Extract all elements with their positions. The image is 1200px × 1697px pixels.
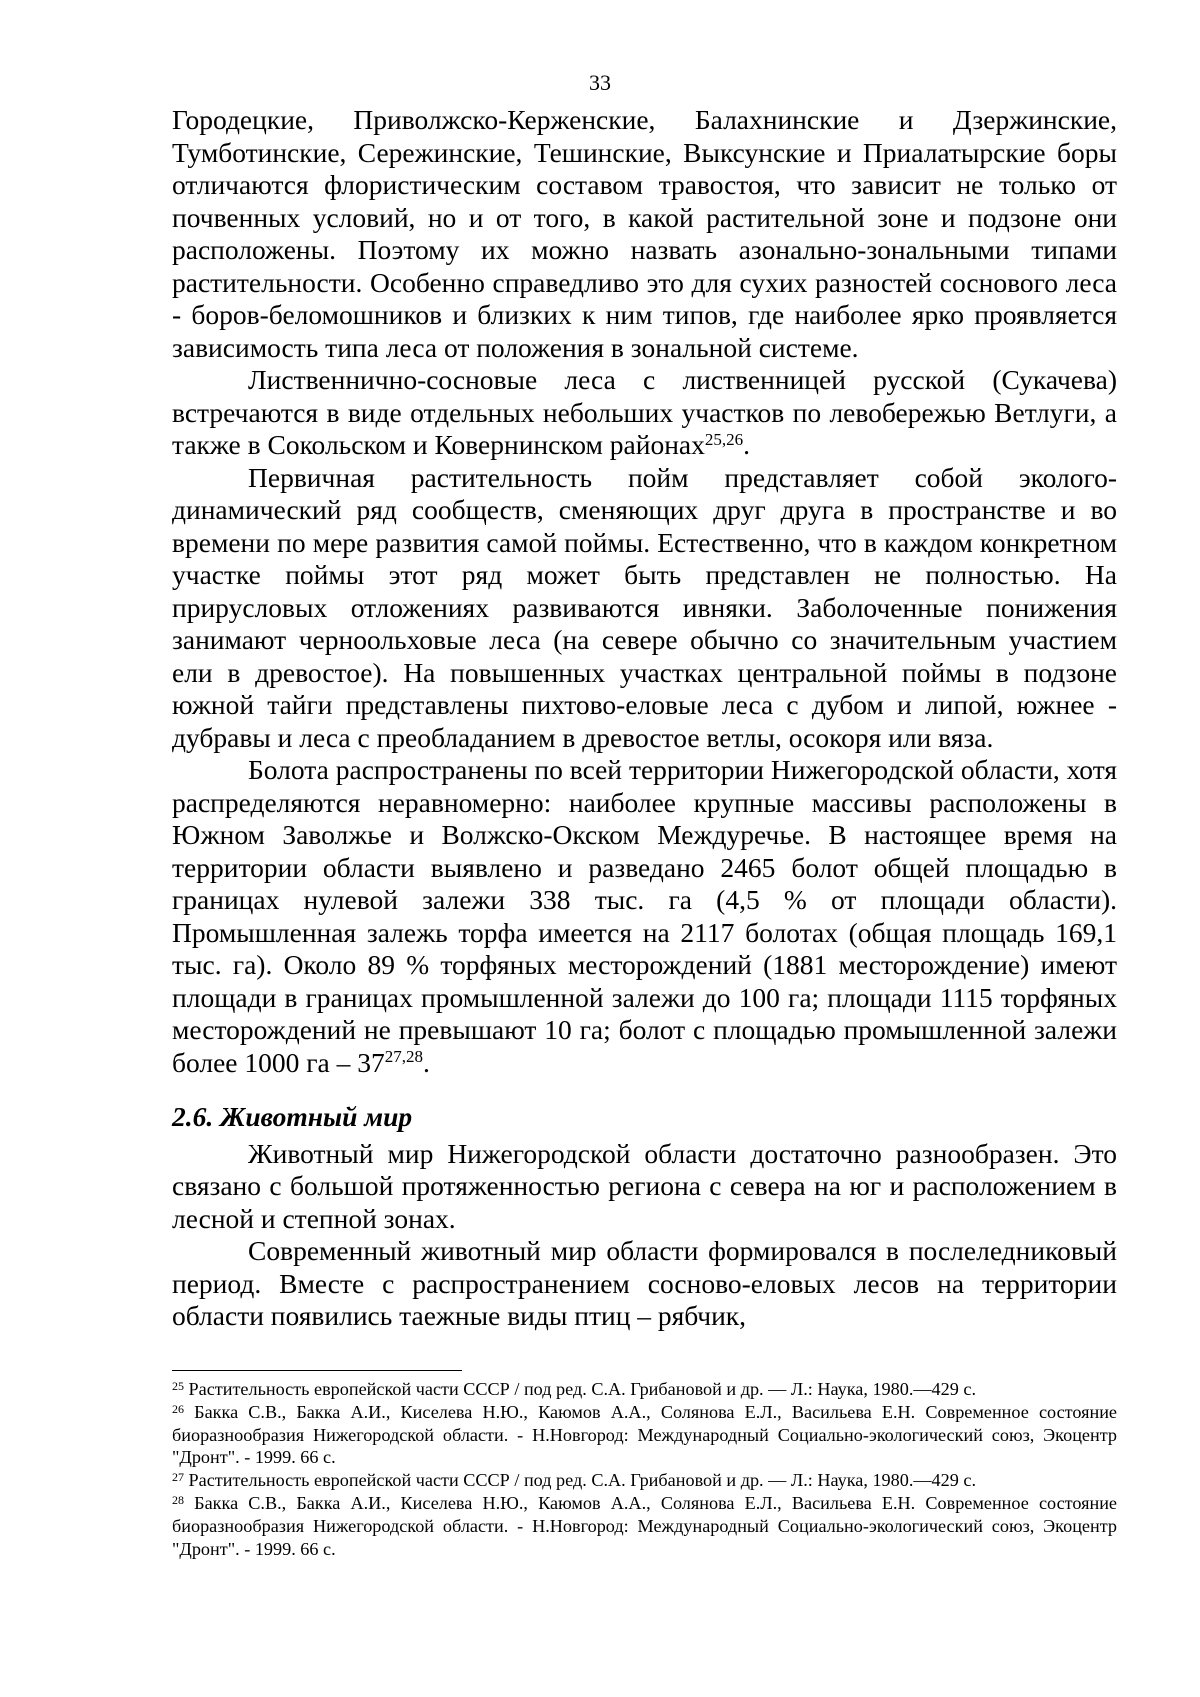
section-heading-fauna: 2.6. Животный мир bbox=[172, 1101, 413, 1132]
paragraph-larch-text: Лиственнично-сосновые леса с лиственницей русской (Сукачева) встречаются в виде отдельных небольших участков по левобережью Ветлуги, а также в Сокольском и Ковернинском районах bbox=[172, 364, 1117, 460]
footnote-27 bbox=[172, 1469, 1117, 1492]
footnote-number: 25 bbox=[172, 1378, 184, 1393]
footnote-26 bbox=[172, 1401, 1117, 1469]
footnote-25 bbox=[172, 1378, 1117, 1401]
paragraph-bogs bbox=[172, 754, 1117, 1079]
paragraph-bogs-text: Болота распространены по всей территории Нижегородской области, хотя распределяются неравномерно: наиболее крупные массивы расположены в Южном Заволжье и Волжско-Окском Междуречье. В настоящее время на территории области выявлено и разведано 2465 болот общей площадью в границах нулевой залежи 338 тыс. га (4,5 % от площади области). Промышленная залежь торфа имеется на 2117 болотах (общая площадь 169,1 тыс. га). Около 89 % торфяных месторождений (1881 месторождение) имеют площади в границах промышленной залежи до 100 га; площади 1115 торфяных месторождений не превышают 10 га; болот с площадью промышленной залежи более 1000 га – 37 bbox=[172, 754, 1117, 1078]
footnote-text: Растительность европейской части СССР / под ред. С.А. Грибановой и др. — Л.: Наука, 1980.—429 с. bbox=[188, 1379, 977, 1399]
footnote-number: 27 bbox=[172, 1470, 184, 1485]
paragraph-pine-forests: Городецкие, Приволжско-Керженские, Балахнинские и Дзержинские, Тумботинские, Сережинские, Тешинские, Выксунские и Приалатырские боры отличаются флористическим составом травостоя, что зависит не только от почвенных условий, но и от того, в какой растительной зоне и подзоне они расположены. Поэтому их можно назвать азонально-зональными типами растительности. Особенно справедливо это для сухих разностей соснового леса - боров-беломошников и близких к ним типов, где наиболее ярко проявляется зависимость типа леса от положения в зональной системе. bbox=[172, 104, 1117, 363]
footnote-text: Бакка С.В., Бакка А.И., Киселева Н.Ю., Каюмов А.А., Солянова Е.Л., Васильева Е.Н. Современное состояние биоразнообразия Нижегородской области. - Н.Новгород: Международный Социально-экологический союз, Экоцентр "Дронт". - 1999. 66 с. bbox=[172, 1401, 1117, 1468]
footnotes bbox=[172, 1378, 1117, 1560]
footnote-text: Бакка С.В., Бакка А.И., Киселева Н.Ю., Каюмов А.А., Солянова Е.Л., Васильева Е.Н. Современное состояние биоразнообразия Нижегородской области. - Н.Новгород: Международный Социально-экологический союз, Экоцентр "Дронт". - 1999. 66 с. bbox=[172, 1492, 1117, 1559]
footnote-text: Растительность европейской части СССР / под ред. С.А. Грибановой и др. — Л.: Наука, 1980.—429 с. bbox=[188, 1470, 977, 1491]
paragraph-fauna-formation: Современный животный мир области формировался в послеледниковый период. Вместе с распространением сосново-еловых лесов на территории области появились таежные виды птиц – рябчик, bbox=[172, 1235, 1117, 1331]
paragraph-bogs-end: . bbox=[423, 1046, 430, 1078]
footnote-separator bbox=[172, 1370, 462, 1371]
footnote-number: 26 bbox=[172, 1401, 184, 1416]
footnote-number: 28 bbox=[172, 1492, 184, 1507]
page-number: 33 bbox=[589, 70, 611, 95]
body-text bbox=[172, 104, 1117, 1333]
paragraph-floodplain-vegetation: Первичная растительность пойм представляет собой эколого-динамический ряд сообществ, сменяющих друг друга в пространстве и во времени по мере развития самой поймы. Естественно, что в каждом конкретном участке поймы этот ряд может быть представлен не полностью. На прирусловых отложениях развиваются ивняки. Заболоченные понижения занимают черноольховые леса (на севере обычно со значительным участием ели в древостое). На повышенных участках центральной поймы в подзоне южной тайги представлены пихтово-еловые леса с дубом и липой, южнее - дубравы и леса с преобладанием в древостое ветлы, осокоря или вяза. bbox=[172, 461, 1117, 753]
footnote-28 bbox=[172, 1492, 1117, 1560]
paragraph-larch-pine-forests bbox=[172, 364, 1117, 462]
paragraph-fauna-diversity: Животный мир Нижегородской области достаточно разнообразен. Это связано с большой протяженностью региона с севера на юг и расположением в лесной и степной зонах. bbox=[172, 1137, 1117, 1234]
paragraph-larch-end: . bbox=[743, 429, 751, 460]
footnote-ref-27-28: 27,28 bbox=[384, 1047, 423, 1067]
footnote-ref-25-26: 25,26 bbox=[704, 429, 744, 449]
